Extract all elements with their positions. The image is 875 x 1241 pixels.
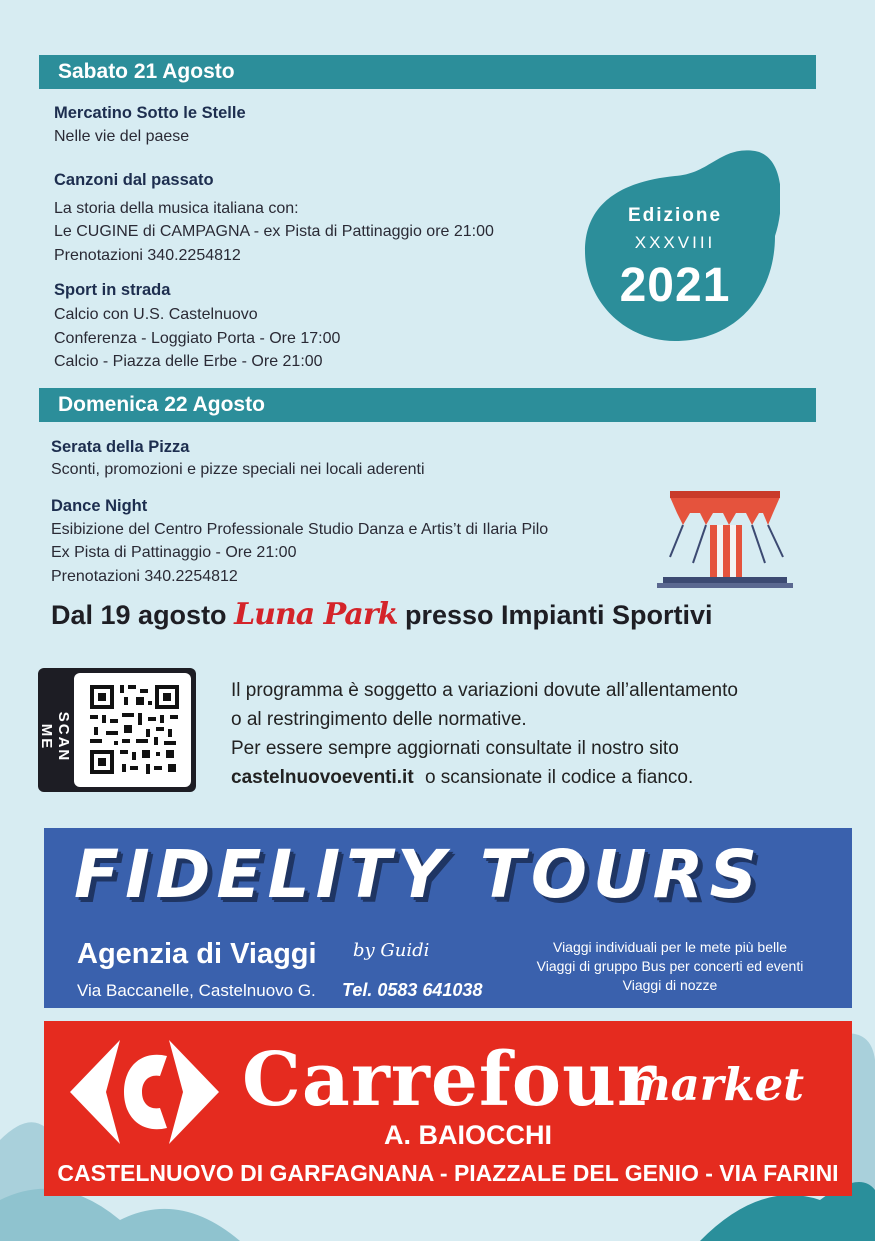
fidelity-services: [505, 938, 835, 995]
lunapark-suffix: presso Impianti Sportivi: [404, 600, 713, 630]
carrefour-owner: A. BAIOCCHI: [384, 1120, 552, 1150]
event-line: Nelle vie del paese: [54, 128, 190, 145]
event-line: Prenotazioni 340.2254812: [54, 247, 241, 264]
carrefour-market: market: [623, 1058, 805, 1111]
fidelity-by-guidi: by Guidi: [353, 940, 430, 961]
notice-line-rest: o scansionate il codice a fianco.: [424, 767, 694, 788]
event-line: Esibizione del Centro Professionale Studio Danza e Artis’t di Ilaria Pilo: [51, 521, 549, 538]
event-line: Ex Pista di Pattinaggio - Ore 21:00: [51, 544, 297, 561]
qr-code-block[interactable]: [38, 668, 196, 792]
notice-line: Per essere sempre aggiornati consultate il nostro sito: [231, 738, 679, 759]
edition-year: 2021: [619, 259, 731, 312]
carrefour-logo-icon: [62, 1036, 227, 1148]
carousel-icon: [655, 485, 795, 593]
event-title-canzoni: Canzoni dal passato: [54, 171, 214, 189]
event-line: Le CUGINE di CAMPAGNA - ex Pista di Pattinaggio ore 21:00: [54, 223, 494, 240]
day-header-saturday: Sabato 21 Agosto: [39, 55, 816, 89]
event-line: La storia della musica italiana con:: [54, 200, 299, 217]
scan-me-label: SCAN ME: [38, 711, 72, 763]
edition-roman: XXXVIII: [634, 233, 716, 252]
event-title-dance: Dance Night: [51, 497, 148, 515]
event-title-mercatino: Mercatino Sotto le Stelle: [54, 104, 246, 122]
lunapark-announcement: [51, 597, 713, 632]
fidelity-subtitle: Agenzia di Viaggi: [77, 938, 317, 970]
notice-line: o al restringimento delle normative.: [231, 709, 527, 730]
fidelity-phone: Tel. 0583 641038: [342, 980, 483, 1000]
event-line: Calcio - Piazza delle Erbe - Ore 21:00: [54, 353, 323, 370]
event-line: Prenotazioni 340.2254812: [51, 568, 238, 585]
lunapark-logo: Luna Park: [234, 597, 398, 632]
carrefour-address: CASTELNUOVO DI GARFAGNANA - PIAZZALE DEL GENIO - VIA FARINI: [57, 1160, 839, 1186]
event-line: Sconti, promozioni e pizze speciali nei locali aderenti: [51, 461, 425, 478]
fidelity-address: Via Baccanelle, Castelnuovo G.: [77, 981, 316, 1000]
event-line: Calcio con U.S. Castelnuovo: [54, 306, 258, 323]
lunapark-prefix: Dal 19 agosto: [51, 600, 227, 630]
edition-label: Edizione: [627, 205, 723, 226]
service-line: Viaggi di gruppo Bus per concerti ed eventi: [536, 958, 804, 974]
website-link[interactable]: castelnuovoeventi.it: [231, 767, 414, 788]
programme-notice: [231, 676, 738, 792]
event-title-pizza: Serata della Pizza: [51, 438, 190, 456]
notice-line: Il programma è soggetto a variazioni dovute all’allentamento: [231, 680, 738, 701]
notice-line: [231, 763, 738, 792]
service-line: Viaggi di nozze: [622, 977, 718, 993]
event-line: Conferenza - Loggiato Porta - Ore 17:00: [54, 330, 341, 347]
service-line: Viaggi individuali per le mete più belle: [552, 939, 787, 955]
fidelity-tours-title: FIDELITY TOURS: [74, 836, 763, 913]
event-title-sport: Sport in strada: [54, 281, 171, 299]
day-header-sunday: Domenica 22 Agosto: [39, 388, 816, 422]
carrefour-name: Carrefour: [242, 1037, 657, 1123]
